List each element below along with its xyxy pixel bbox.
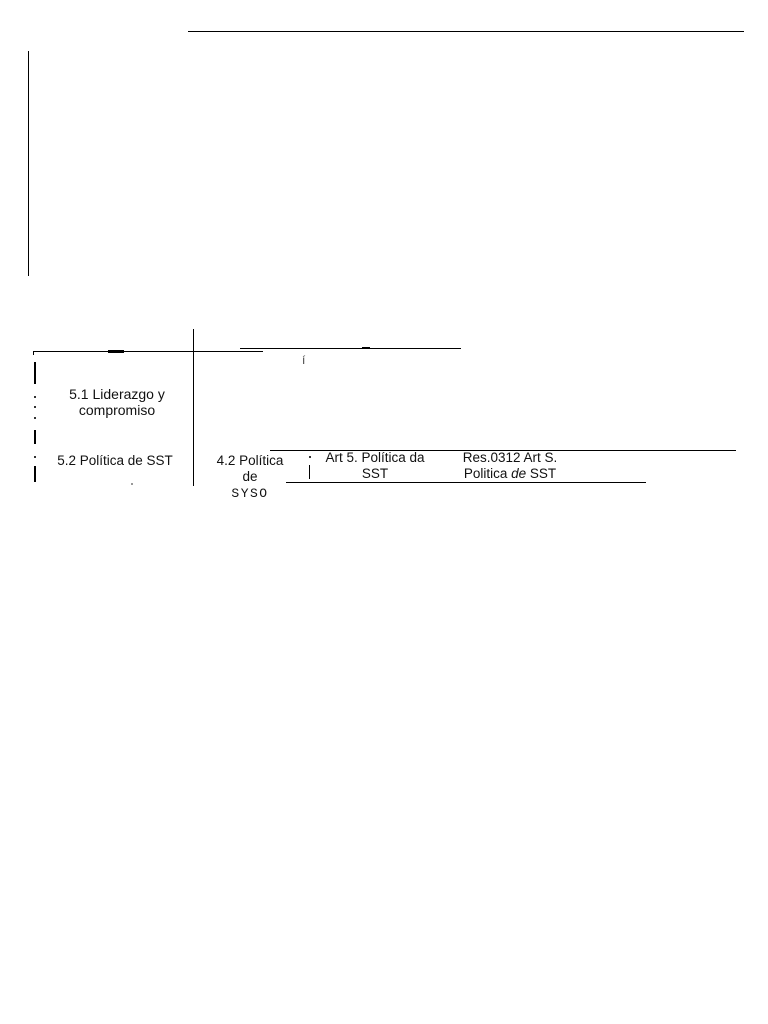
cell-decreto-line1: Art 5. Política da bbox=[325, 450, 425, 465]
cell-ohsas-line1: 4.2 Política bbox=[216, 453, 284, 468]
table-header-rule-right bbox=[240, 348, 461, 349]
cell-res-line2-b: de bbox=[511, 466, 527, 481]
top-rule bbox=[188, 31, 744, 32]
cell-decreto-line2: SST bbox=[361, 466, 389, 481]
cell-liderazgo-line2: compromiso bbox=[78, 402, 156, 418]
left-border-dot bbox=[34, 417, 36, 419]
cell-ohsas-line2: de bbox=[242, 469, 258, 484]
cell-res-line2 bbox=[448, 466, 572, 482]
cell-res-line2-a: Politica bbox=[463, 466, 512, 481]
left-border-dot bbox=[34, 406, 36, 408]
left-border-mark bbox=[34, 430, 36, 444]
cell-politica-sst: 5.2 Política de SST bbox=[57, 453, 173, 468]
cell-res-line2-c: SST bbox=[526, 466, 557, 481]
cell-liderazgo-line1: 5.1 Liderazgo y bbox=[69, 386, 165, 402]
left-margin-rule bbox=[28, 51, 29, 276]
table-header-rule-left bbox=[33, 351, 263, 352]
row2-bottom-rule bbox=[286, 482, 646, 483]
table-column-divider bbox=[193, 329, 194, 486]
left-border-mark bbox=[34, 466, 36, 482]
left-border-dot bbox=[34, 456, 36, 458]
table-header-tick bbox=[108, 350, 124, 353]
cell-divider-mark bbox=[309, 465, 310, 479]
table-left-edge-top bbox=[33, 351, 34, 355]
cell-ohsas-line3: SYSO bbox=[231, 486, 269, 501]
cell-res-line1: Res.0312 Art S. bbox=[462, 450, 558, 465]
left-border-dot bbox=[34, 396, 36, 398]
left-border-mark bbox=[34, 362, 36, 384]
cell-divider-dot bbox=[309, 456, 311, 458]
table-header-tick-right bbox=[362, 347, 370, 349]
cell-dot bbox=[131, 483, 133, 485]
stray-mark: í bbox=[302, 353, 306, 367]
